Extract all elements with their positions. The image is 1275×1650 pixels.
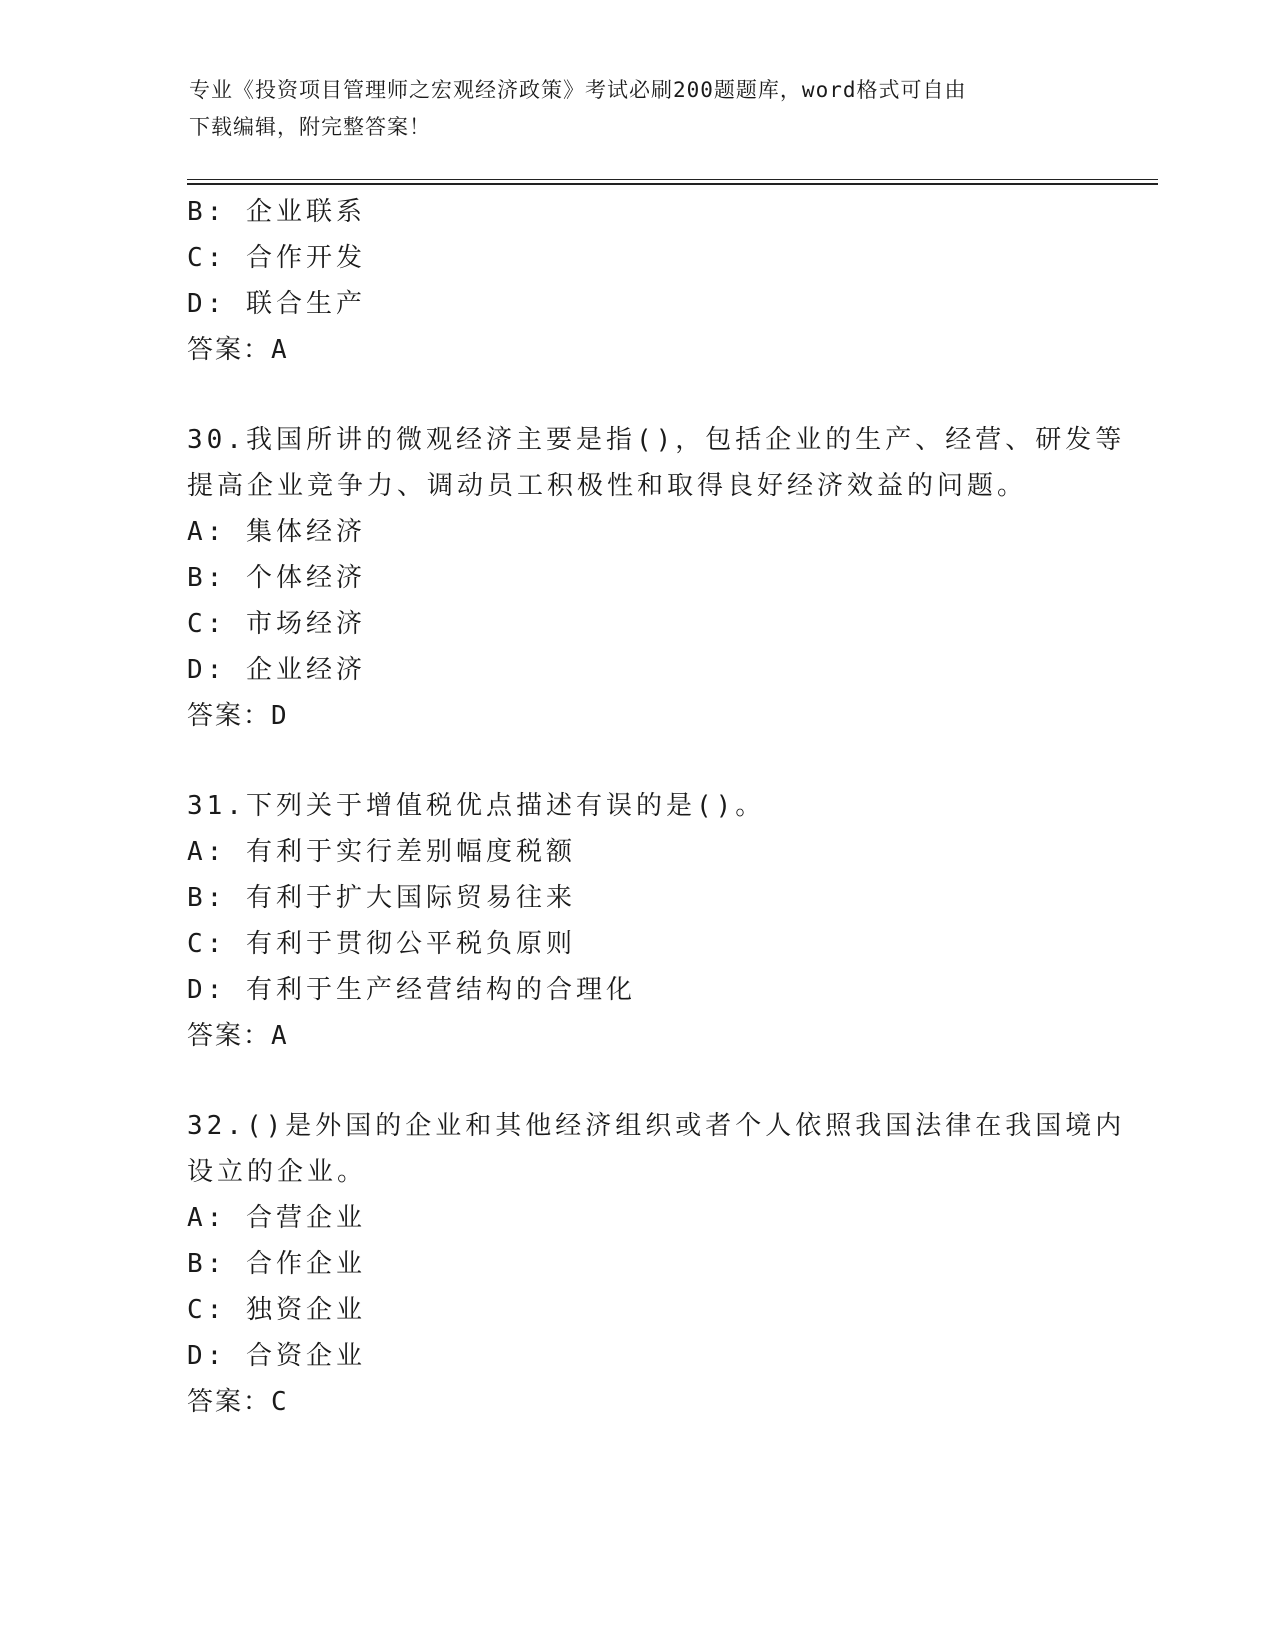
option-c: C: 独资企业 (187, 1295, 366, 1325)
option-d: D: 有利于生产经营结构的合理化 (187, 975, 636, 1005)
spacer (187, 739, 1087, 783)
option-d: D: 联合生产 (187, 289, 366, 319)
question-text-line: 提高企业竞争力、调动员工积极性和取得良好经济效益的问题。 (187, 471, 1028, 501)
question-31 (187, 783, 1087, 1059)
question-30 (187, 417, 1126, 739)
question-text-line: 设立的企业。 (187, 1157, 368, 1187)
question-text-line: 30.我国所讲的微观经济主要是指()，包括企业的生产、经营、研发等 (187, 425, 1126, 455)
option-b: B: 个体经济 (187, 563, 366, 593)
question-text-line: 31.下列关于增值税优点描述有误的是()。 (187, 791, 766, 821)
option-a: A: 合营企业 (187, 1203, 366, 1233)
answer: 答案：A (187, 335, 289, 365)
answer: 答案：D (187, 701, 289, 731)
header-line-1: 专业《投资项目管理师之宏观经济政策》考试必刷200题题库，word格式可自由 (189, 78, 967, 102)
option-d: D: 企业经济 (187, 655, 366, 685)
question-32 (187, 1103, 1126, 1425)
option-d: D: 合资企业 (187, 1341, 366, 1371)
option-c: C: 有利于贯彻公平税负原则 (187, 929, 576, 959)
option-a: A: 集体经济 (187, 517, 366, 547)
option-c: C: 合作开发 (187, 243, 366, 273)
option-a: A: 有利于实行差别幅度税额 (187, 837, 576, 867)
option-b: B: 有利于扩大国际贸易往来 (187, 883, 576, 913)
answer: 答案：A (187, 1021, 289, 1051)
answer: 答案：C (187, 1387, 289, 1417)
option-b: B: 企业联系 (187, 197, 366, 227)
document-body (187, 189, 1126, 1425)
question-text-line: 32.()是外国的企业和其他经济组织或者个人依照我国法律在我国境内 (187, 1111, 1126, 1141)
header-rule-thick (187, 183, 1158, 185)
option-b: B: 合作企业 (187, 1249, 366, 1279)
header-line-2: 下载编辑，附完整答案！ (189, 115, 431, 139)
page-header (189, 72, 1089, 146)
option-c: C: 市场经济 (187, 609, 366, 639)
spacer (187, 1059, 1087, 1103)
header-rule-thin (187, 179, 1158, 180)
question-29-continued (187, 189, 1087, 373)
spacer (187, 373, 1087, 417)
